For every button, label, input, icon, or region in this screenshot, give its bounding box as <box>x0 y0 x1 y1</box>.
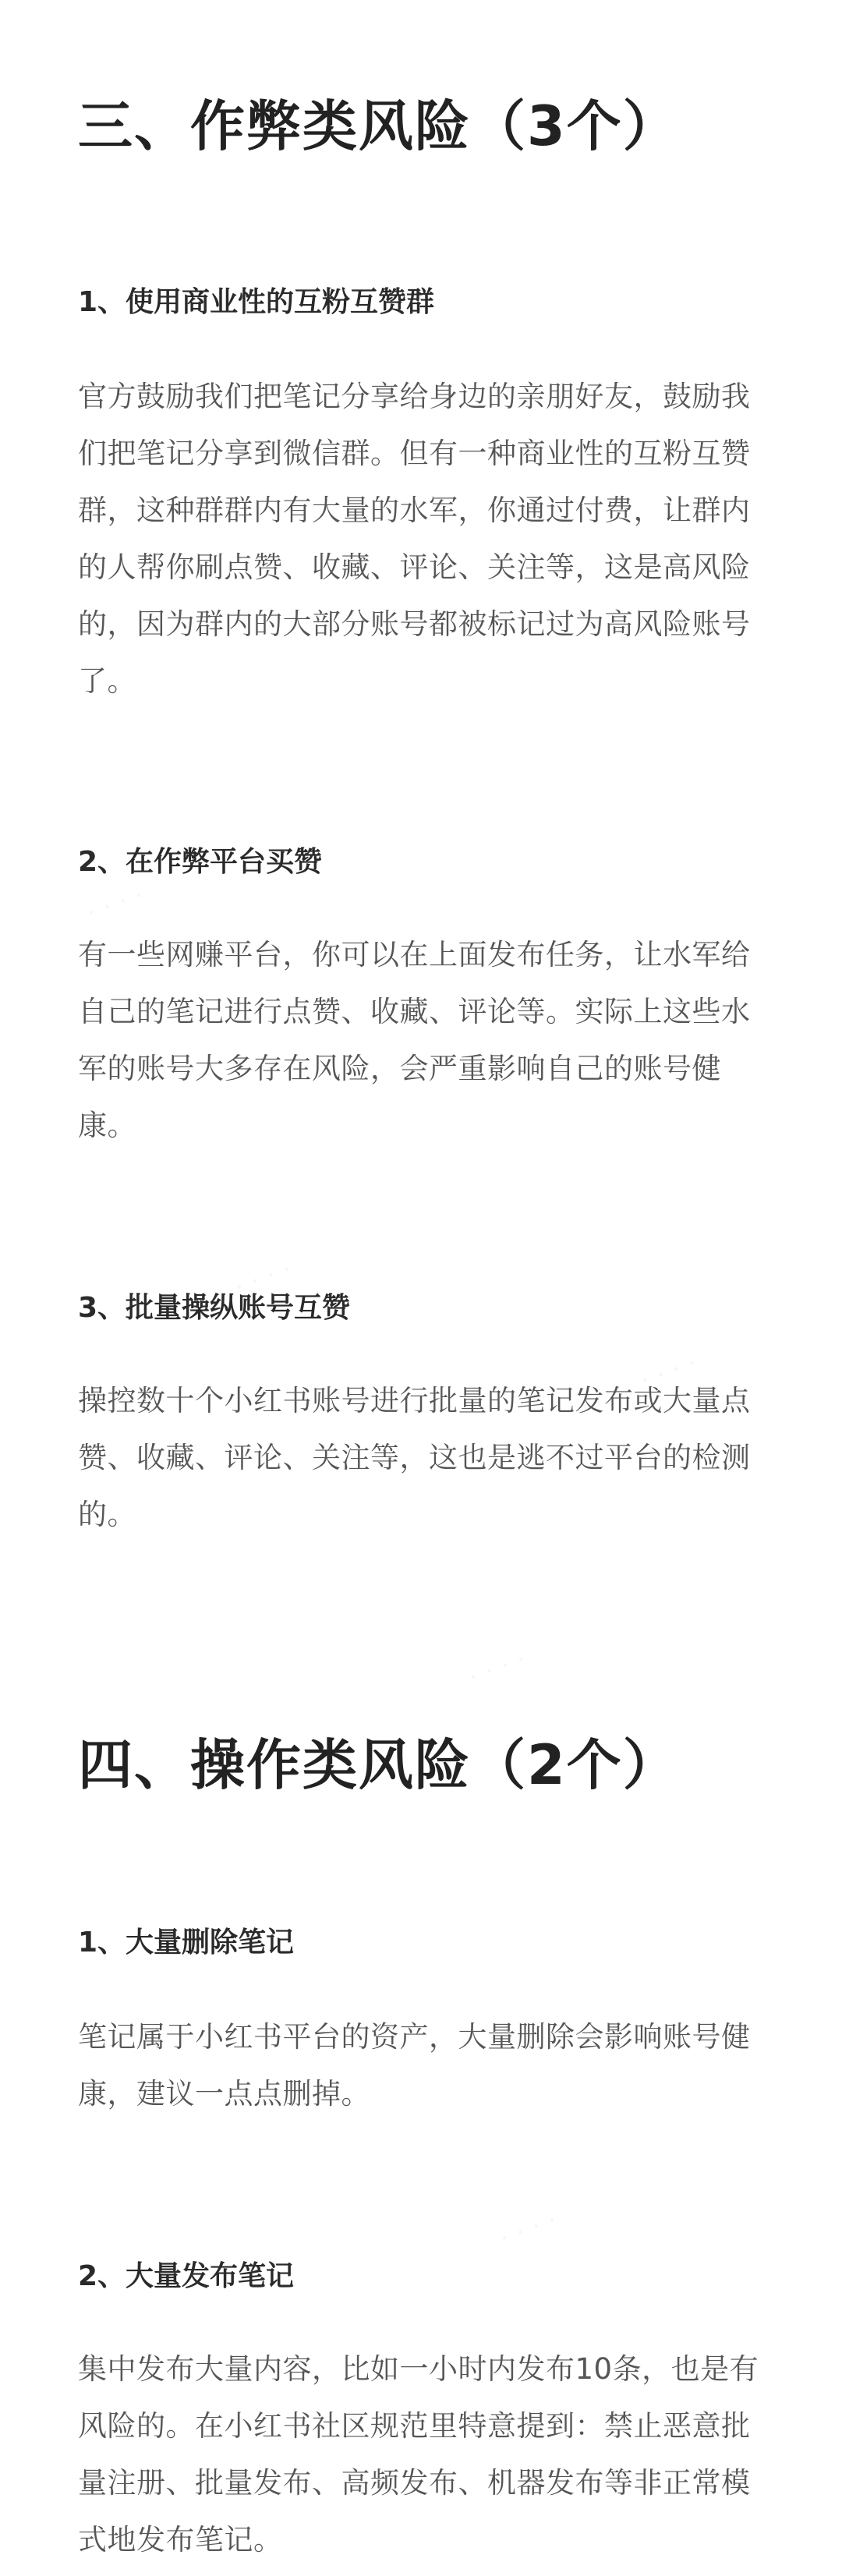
watermark-decoration <box>82 879 148 929</box>
section-title: 三、作弊类风险（3个） <box>78 94 679 158</box>
subsection-heading: 1、使用商业性的互粉互赞群 <box>78 286 435 318</box>
paragraph: 操控数十个小红书账号进行批量的笔记发布或大量点赞、收藏、评论、关注等，这也是逃不过平台的检测的。 <box>78 1384 751 1531</box>
paragraph: 有一些网赚平台，你可以在上面发布任务，让水军给自己的笔记进行点赞、收藏、评论等。实际上这些水军的账号大多存在风险，会严重影响自己的账号健康。 <box>78 938 751 1142</box>
section-title: 四、操作类风险（2个） <box>78 1733 679 1797</box>
subsection-heading: 3、批量操纵账号互赞 <box>78 1292 351 1324</box>
subsection-heading: 2、在作弊平台买赞 <box>78 846 323 878</box>
paragraph: 笔记属于小红书平台的资产，大量删除会影响账号健康，建议一点点删掉。 <box>78 2020 751 2111</box>
subsection-heading: 2、大量发布笔记 <box>78 2260 295 2292</box>
watermark-decoration <box>495 2205 561 2254</box>
paragraph: 集中发布大量内容，比如一小时内发布10条，也是有风险的。在小红书社区规范里特意提到：禁止恶意批量注册、批量发布、高频发布、机器发布等非正常模式地发布笔记。 <box>78 2352 759 2557</box>
subsection-heading: 1、大量删除笔记 <box>78 1927 295 1959</box>
watermark-decoration <box>464 1644 530 1693</box>
paragraph: 官方鼓励我们把笔记分享给身边的亲朋好友，鼓励我们把笔记分享到微信群。但有一种商业性的互粉互赞群，这种群群内有大量的水军，你通过付费，让群内的人帮你刷点赞、收藏、评论、关注等，这是高风险的，因为群内的大部分账号都被标记过为高风险账号了。 <box>78 380 751 698</box>
